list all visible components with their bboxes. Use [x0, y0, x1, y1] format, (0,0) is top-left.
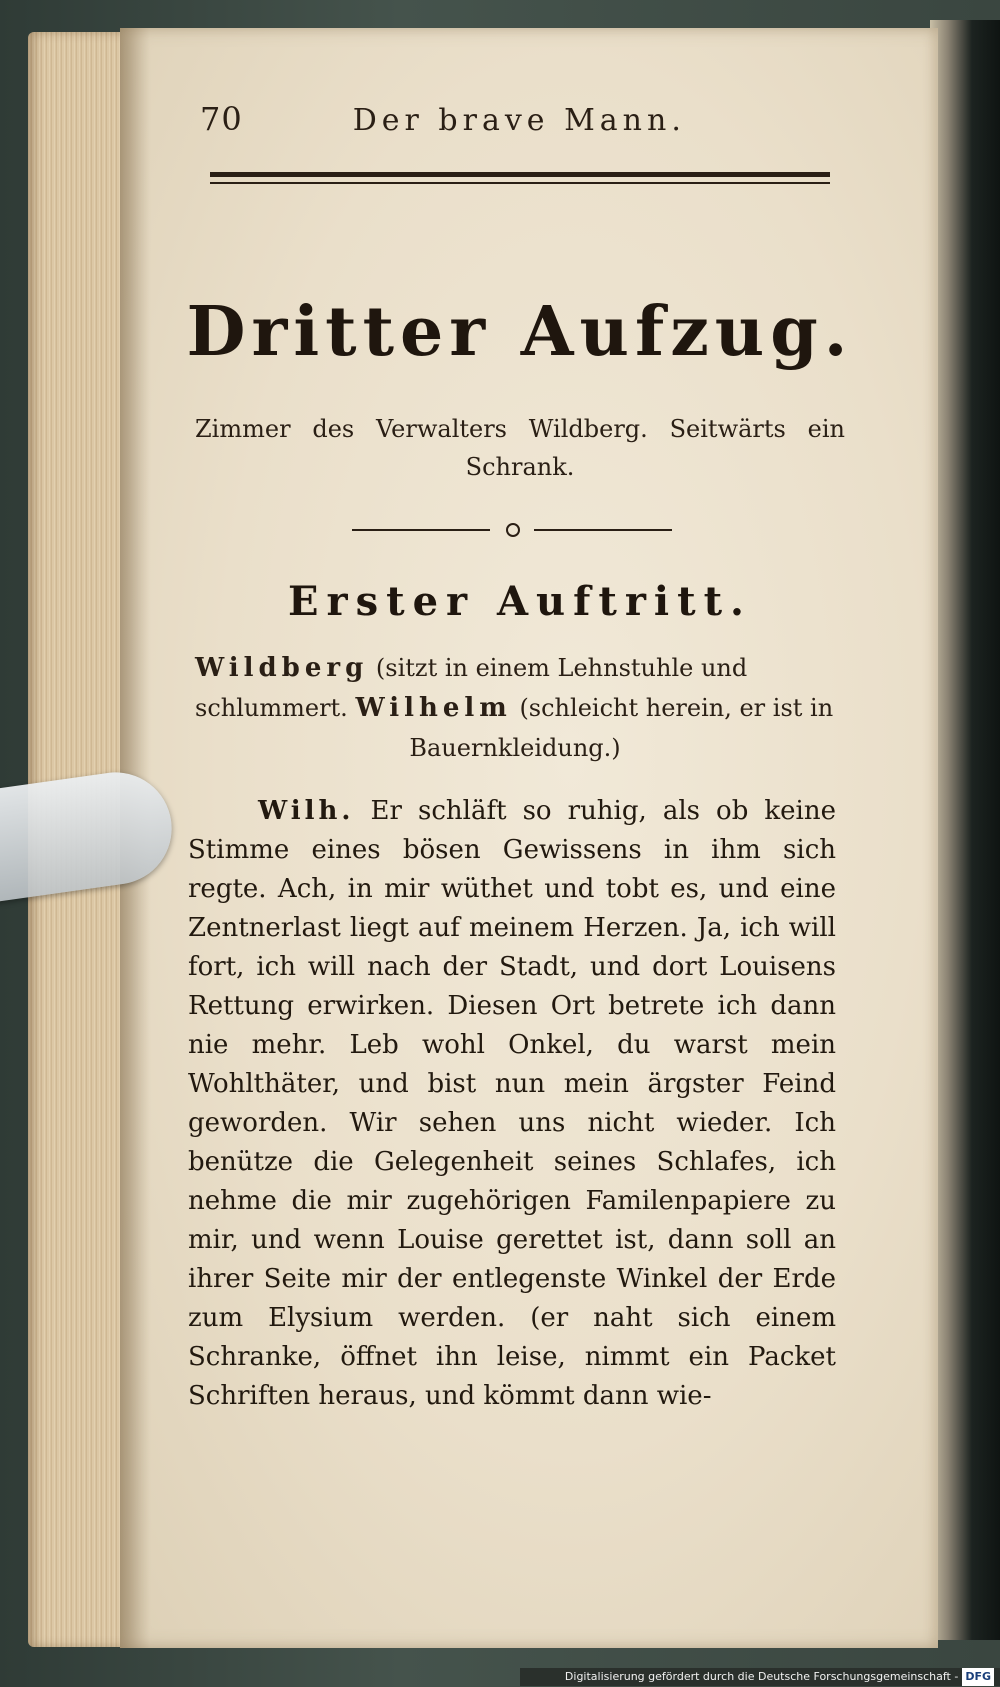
footer-text: Digitalisierung gefördert durch die Deutsche Forschungsgemeinschaft -: [564, 1670, 959, 1683]
ornament-line-left: [352, 529, 490, 531]
setting-description: Zimmer des Verwalters Wildberg. Seitwärts ein Schrank.: [195, 415, 845, 481]
ornament-line-right: [534, 529, 672, 531]
book-right-edge: [930, 20, 1000, 1640]
character-name-wildberg: Wildberg: [195, 653, 369, 683]
running-head: [200, 100, 760, 150]
character-name-wilhelm: Wilhelm: [355, 693, 512, 723]
act-title: Dritter Aufzug.: [186, 292, 854, 372]
header-rule-thick: [210, 172, 830, 177]
ornament-divider: [352, 523, 672, 537]
dfg-logo: DFG: [962, 1668, 994, 1686]
stage-direction-text-3: Bauernkleidung.): [409, 734, 621, 762]
speaker-name: Wilh.: [258, 796, 355, 826]
ornament-circle: [506, 523, 520, 537]
stage-direction-text-1: (sitzt in einem Lehnstuhle und schlummert.: [195, 654, 748, 722]
page-number: 70: [200, 100, 243, 138]
scene-title: Erster Auftritt.: [288, 578, 752, 625]
footer-credit: [520, 1668, 1000, 1686]
stage-direction: [195, 648, 835, 768]
header-rule-thin: [210, 182, 830, 184]
speech-text: Er schläft so ruhig, als ob keine Stimme eines bösen Gewissens in ihm sich regte. Ach, in mir wüthet und tobt es, und eine Zentnerlast liegt auf meinem Herzen. Ja, ich will fort, ich will nach der Stadt, und dort Louisens Rettung erwirken. Diesen Ort betrete ich dann nie mehr. Leb wohl Onkel, du warst mein Wohlthäter, und bist nun mein ärgster Feind geworden. Wir sehen uns nicht wieder. Ich benütze die Gelegenheit seines Schlafes, ich nehme die mir zugehörigen Familenpapiere zu mir, und wenn Louise gerettet ist, dann soll an ihrer Seite mir der entlegenste Winkel der Erde zum Elysium werden. (er naht sich einem Schranke, öffnet ihn leise, nimmt ein Packet Schriften heraus, und kömmt dann wie-: [188, 796, 837, 1411]
speech-block: [188, 792, 836, 1416]
speech-paragraph: [188, 792, 836, 1416]
running-title: Der brave Mann.: [352, 103, 686, 138]
stage-direction-text-2: (schleicht herein, er ist in: [519, 694, 834, 722]
